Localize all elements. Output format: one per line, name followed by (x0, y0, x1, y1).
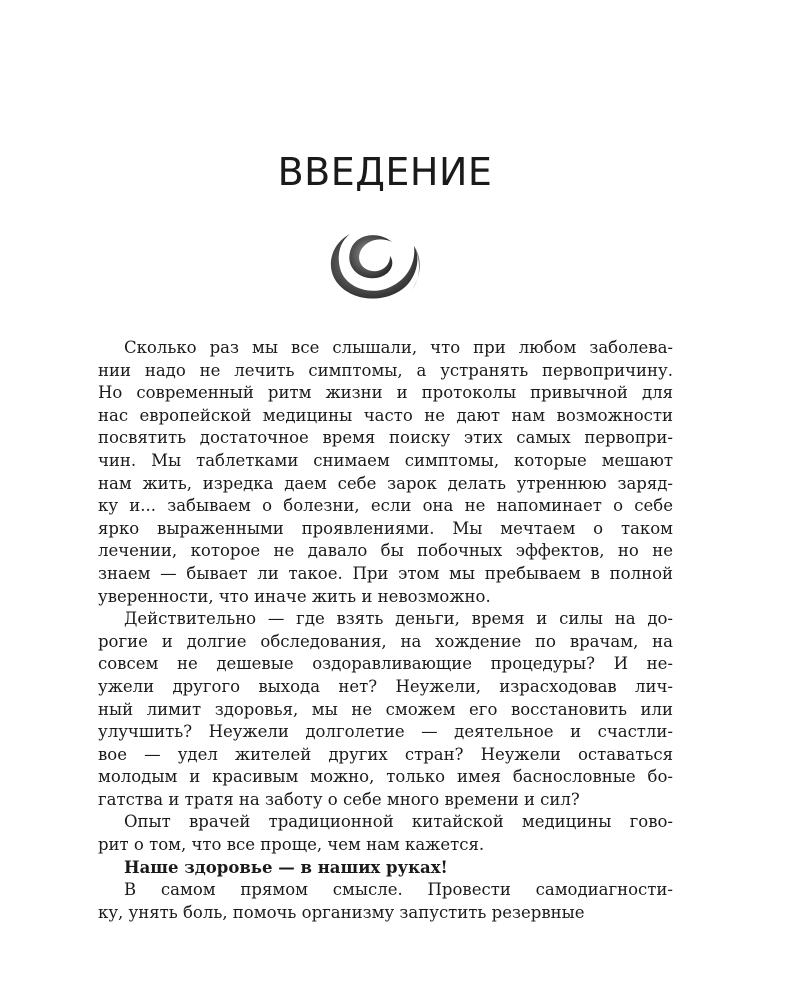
text-line: посвятить достаточное время поиску этих самых первопри- (98, 428, 673, 448)
text-line: молодым и красивым можно, только имея баснословные бо- (98, 767, 673, 787)
swirl-emblem-icon (320, 222, 428, 304)
text-line: ку и... забываем о болезни, если она не напоминает о себе (98, 496, 673, 516)
text-line: лечении, которое не давало бы побочных эффектов, но не (98, 541, 673, 561)
text-line: нии надо не лечить симптомы, а устранять первопричину. (98, 360, 673, 380)
text-line: ку, унять боль, помочь организму запустить резервные (98, 902, 585, 922)
text-line: нас европейской медицины часто не дают нам возможности (98, 405, 673, 425)
text-line: Действительно — где взять деньги, время и силы на до- (124, 609, 673, 629)
chapter-title: ВВЕДЕНИЕ (277, 150, 493, 194)
text-line: совсем не дешевые оздоравливающие процедуры? И не- (98, 654, 673, 674)
text-line: Но современный ритм жизни и протоколы привычной для (98, 383, 673, 403)
text-line: улучшить? Неужели долголетие — деятельное и счастли- (98, 722, 673, 742)
text-line: Сколько раз мы все слышали, что при любом заболева- (124, 338, 673, 357)
text-line: ный лимит здоровья, мы не сможем его восстановить или (98, 699, 673, 719)
text-line: чин. Мы таблетками снимаем симптомы, которые мешают (98, 450, 673, 470)
text-line: ужели другого выхода нет? Неужели, израсходовав лич- (98, 676, 673, 696)
text-line: знаем — бывает ли такое. При этом мы пребываем в полной (98, 563, 673, 583)
body-text (98, 337, 673, 924)
text-line: рит о том, что все проще, чем нам кажется. (98, 835, 485, 855)
text-line: вое — удел жителей других стран? Неужели оставаться (98, 744, 673, 764)
text-line: гатства и тратя на заботу о себе много времени и сил? (98, 789, 580, 809)
text-line: рогие и долгие обследования, на хождение по врачам, на (98, 631, 673, 651)
bold-heading-line: Наше здоровье — в наших руках! (124, 857, 448, 877)
text-line: Опыт врачей традиционной китайской медицины гово- (124, 812, 673, 832)
text-line: уверенности, что иначе жить и невозможно. (98, 586, 491, 606)
text-line: В самом прямом смысле. Провести самодиагности- (124, 880, 673, 900)
text-line: ярко выраженными проявлениями. Мы мечтаем о таком (98, 518, 673, 538)
text-line: нам жить, изредка даем себе зарок делать утреннюю заряд- (98, 473, 673, 493)
